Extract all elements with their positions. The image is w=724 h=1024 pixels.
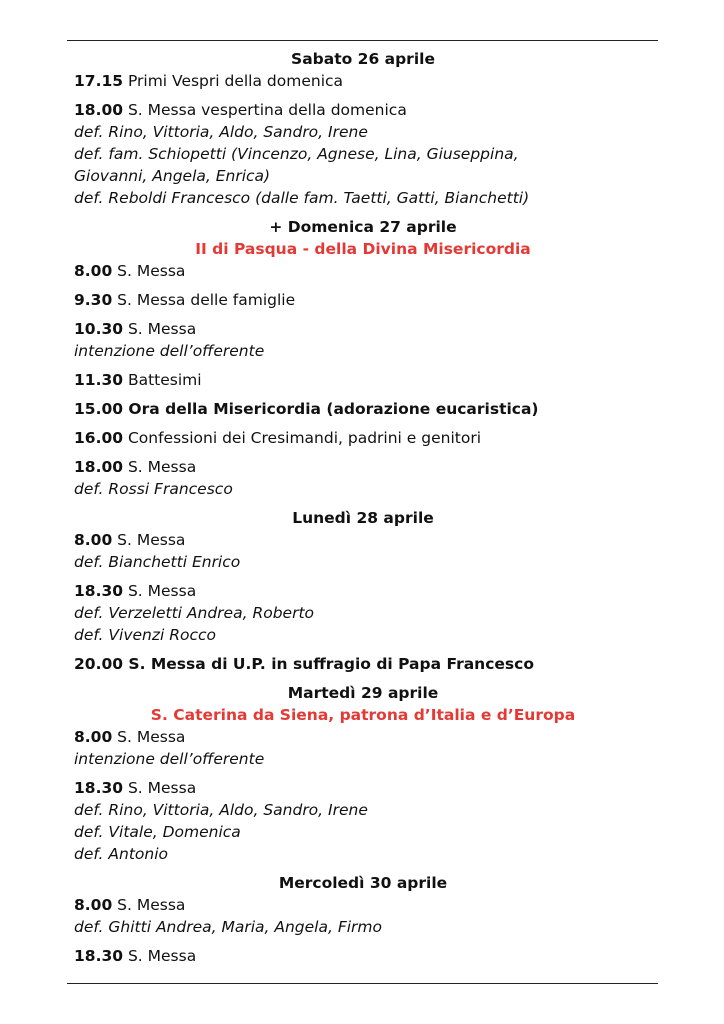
entry-intention: def. Rino, Vittoria, Aldo, Sandro, Irene xyxy=(74,801,368,819)
entry-description: S. Messa xyxy=(112,896,186,914)
entry-intention: def. fam. Schiopetti (Vincenzo, Agnese, Lina, Giuseppina, xyxy=(74,145,519,163)
entry-line xyxy=(74,70,652,92)
entry-description: Primi Vespri della domenica xyxy=(123,72,344,90)
schedule-entry xyxy=(74,260,652,282)
entry-description: S. Messa xyxy=(112,728,186,746)
entry-line xyxy=(74,945,652,967)
entry-line xyxy=(74,318,652,340)
entry-description: S. Messa xyxy=(123,320,197,338)
entry-time: 8.00 xyxy=(74,728,113,746)
entry-time: 11.30 xyxy=(74,371,124,389)
schedule-entry xyxy=(74,726,652,770)
feast-title: S. Caterina da Siena, patrona d’Italia e d’Europa xyxy=(150,706,576,724)
schedule-entry xyxy=(74,369,652,391)
entry-time: 15.00 xyxy=(74,400,124,418)
feast-title: II di Pasqua - della Divina Misericordia xyxy=(195,240,531,258)
day-header: Mercoledì 30 aprile xyxy=(278,874,448,892)
entry-description: Battesimi xyxy=(123,371,202,389)
entry-intention: def. Rino, Vittoria, Aldo, Sandro, Irene xyxy=(74,123,368,141)
entry-line xyxy=(74,398,652,420)
entry-time: 18.00 xyxy=(74,101,124,119)
schedule-entry xyxy=(74,456,652,500)
entry-time: 18.00 xyxy=(74,458,124,476)
entry-description: S. Messa xyxy=(123,458,197,476)
entry-intention: def. Vitale, Domenica xyxy=(74,823,241,841)
entry-description: S. Messa xyxy=(112,262,186,280)
entry-intention: def. Verzeletti Andrea, Roberto xyxy=(74,604,315,622)
entry-description: Ora della Misericordia (adorazione eucaristica) xyxy=(123,400,539,418)
entry-time: 9.30 xyxy=(74,291,113,309)
entry-description: S. Messa xyxy=(123,947,197,965)
day-header: Lunedì 28 aprile xyxy=(292,509,434,527)
day-header: + Domenica 27 aprile xyxy=(269,218,457,236)
schedule-entry xyxy=(74,70,652,92)
entry-intention: intenzione dell’offerente xyxy=(74,342,265,360)
entry-intention: Giovanni, Angela, Enrica) xyxy=(74,167,271,185)
entry-intention: def. Vivenzi Rocco xyxy=(74,626,217,644)
entry-time: 17.15 xyxy=(74,72,124,90)
schedule-entry xyxy=(74,318,652,362)
entry-time: 18.30 xyxy=(74,947,124,965)
entry-description: S. Messa xyxy=(123,779,197,797)
schedule-entry xyxy=(74,427,652,449)
entry-line xyxy=(74,369,652,391)
entry-line xyxy=(74,726,652,748)
entry-intention: def. Antonio xyxy=(74,845,169,863)
entry-time: 10.30 xyxy=(74,320,124,338)
day-header: Sabato 26 aprile xyxy=(291,50,435,68)
schedule-entry xyxy=(74,99,652,209)
entry-intention: def. Reboldi Francesco (dalle fam. Taetti, Gatti, Bianchetti) xyxy=(74,189,530,207)
entry-time: 20.00 xyxy=(74,655,124,673)
entry-line xyxy=(74,580,652,602)
entry-description: S. Messa delle famiglie xyxy=(112,291,296,309)
entry-line xyxy=(74,260,652,282)
schedule-entry xyxy=(74,945,652,967)
entry-description: Confessioni dei Cresimandi, padrini e genitori xyxy=(123,429,481,447)
entry-line xyxy=(74,456,652,478)
entry-time: 8.00 xyxy=(74,262,113,280)
entry-line xyxy=(74,99,652,121)
entry-intention: intenzione dell’offerente xyxy=(74,750,265,768)
schedule-entry xyxy=(74,653,652,675)
entry-line xyxy=(74,653,652,675)
bottom-divider xyxy=(67,983,658,984)
top-divider xyxy=(67,40,658,41)
entry-description: S. Messa di U.P. in suffragio di Papa Francesco xyxy=(123,655,534,673)
entry-intention: def. Rossi Francesco xyxy=(74,480,233,498)
schedule-entry xyxy=(74,289,652,311)
entry-time: 18.30 xyxy=(74,779,124,797)
entry-line xyxy=(74,427,652,449)
entry-time: 16.00 xyxy=(74,429,124,447)
entry-time: 8.00 xyxy=(74,896,113,914)
schedule-entry xyxy=(74,777,652,865)
entry-line xyxy=(74,289,652,311)
entry-line xyxy=(74,777,652,799)
schedule-entry xyxy=(74,894,652,938)
schedule-entry xyxy=(74,398,652,420)
entry-description: S. Messa vespertina della domenica xyxy=(123,101,407,119)
entry-time: 8.00 xyxy=(74,531,113,549)
entry-time: 18.30 xyxy=(74,582,124,600)
entry-line xyxy=(74,529,652,551)
entry-intention: def. Bianchetti Enrico xyxy=(74,553,241,571)
schedule-entry xyxy=(74,529,652,573)
mass-schedule xyxy=(74,48,652,974)
entry-description: S. Messa xyxy=(112,531,186,549)
day-header: Martedì 29 aprile xyxy=(287,684,439,702)
entry-intention: def. Ghitti Andrea, Maria, Angela, Firmo xyxy=(74,918,383,936)
entry-description: S. Messa xyxy=(123,582,197,600)
schedule-entry xyxy=(74,580,652,646)
entry-line xyxy=(74,894,652,916)
